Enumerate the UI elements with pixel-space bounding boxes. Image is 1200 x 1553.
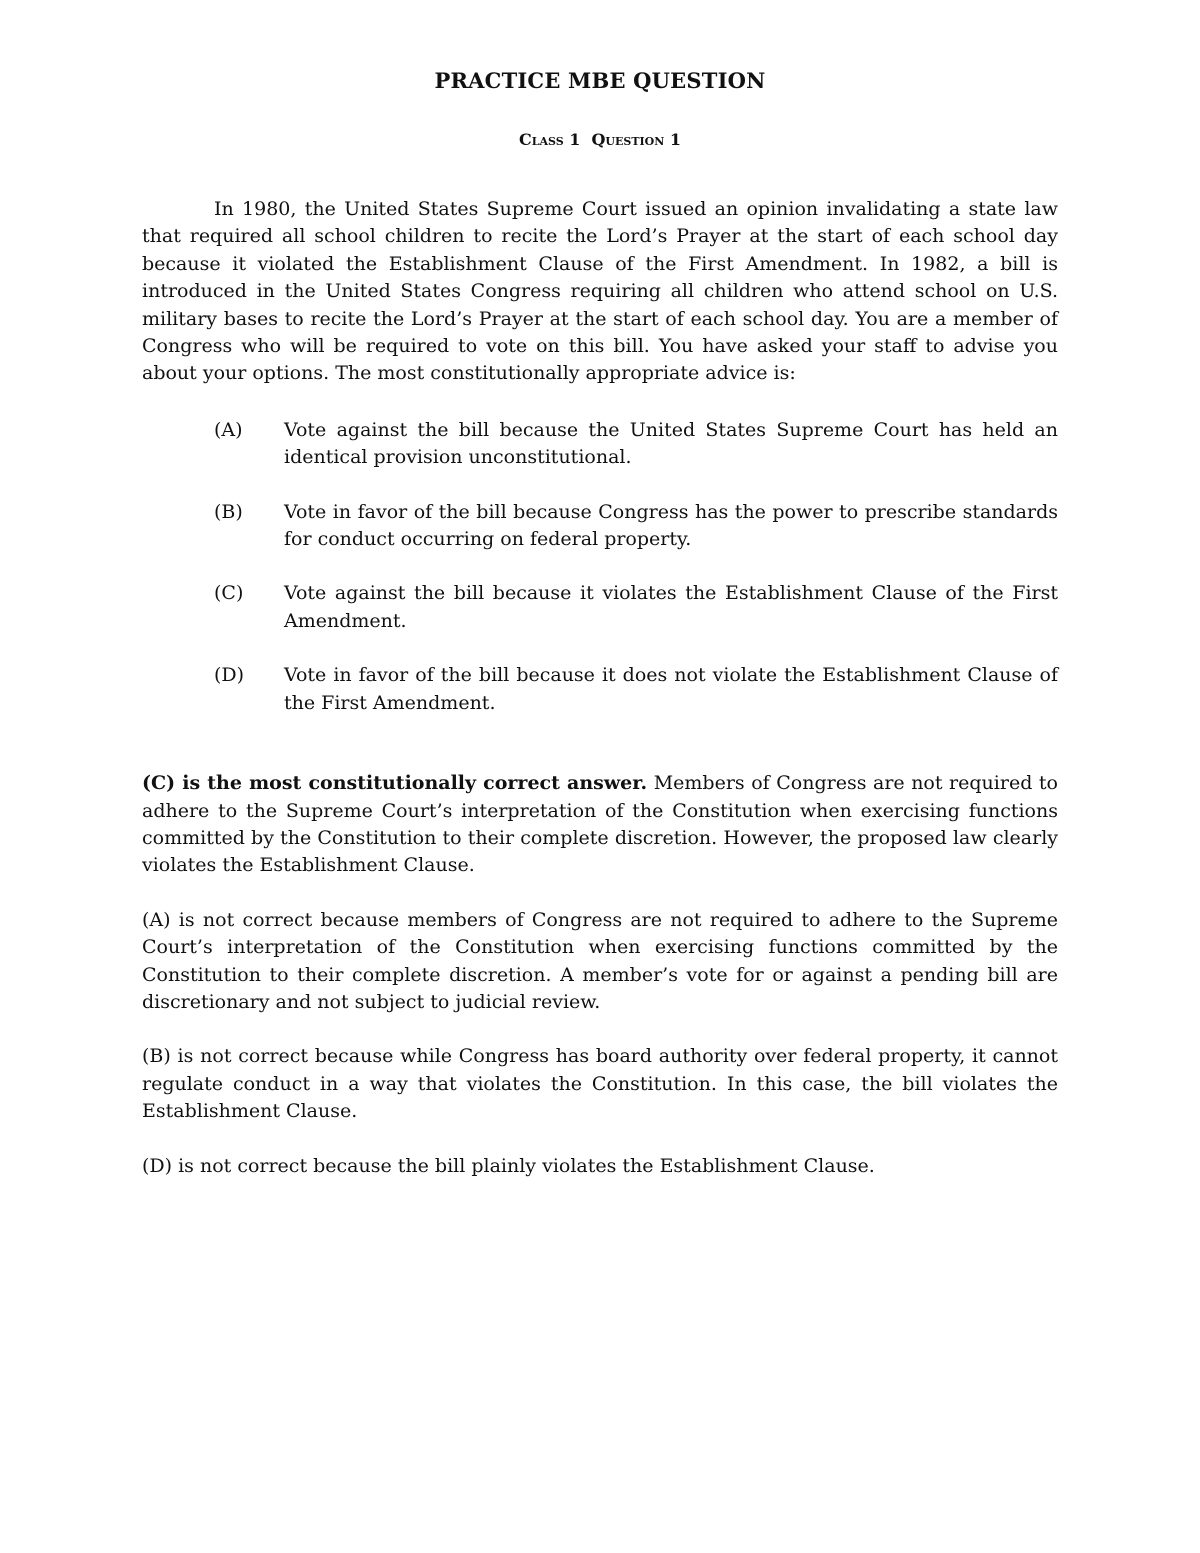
choice-letter: (B) — [214, 500, 243, 523]
page-title: PRACTICE MBE QUESTION — [434, 68, 766, 93]
choice-c — [142, 580, 1058, 635]
class-question-subtitle — [142, 126, 1058, 154]
choice-text: Vote against the bill because the United States Supreme Court has held an identical provision unconstitutional. — [284, 418, 1058, 469]
explanation-d: (D) is not correct because the bill plainly violates the Establishment Clause. — [142, 1154, 875, 1177]
document-content — [142, 66, 1058, 1180]
choice-letter: (D) — [214, 664, 245, 687]
subtitle-class: Class 1 — [518, 130, 581, 149]
choice-text: Vote in favor of the bill because it does not violate the Establishment Clause of the First Amendment. — [284, 664, 1058, 714]
answer-choices — [142, 417, 1058, 717]
choice-text: Vote in favor of the bill because Congress has the power to prescribe standards for conduct occurring on federal property. — [284, 500, 1058, 551]
choice-letter: (C) — [214, 582, 244, 605]
correct-answer-paragraph — [142, 770, 1058, 880]
subtitle-question: Question 1 — [591, 130, 682, 149]
explanation-a: (A) is not correct because members of Congress are not required to adhere to the Supreme Court’s interpretation of the Constitution when exercising functions committed by the Constitution to their complete discretion. A member’s vote for or against a pending bill are discretionary and not subject to judicial review. — [142, 908, 1058, 1013]
choice-text: Vote against the bill because it violates the Establishment Clause of the First Amendment. — [284, 582, 1058, 632]
choice-b — [142, 499, 1058, 554]
correct-answer-lead: (C) is the most constitutionally correct answer. — [142, 772, 648, 795]
correct-answer-body: Members of Congress are not required to adhere to the Supreme Court’s interpretation of the Constitution when exercising functions committed by the Constitution to their complete discretion. However, the proposed law clearly violates the Establishment Clause. — [142, 772, 1058, 877]
choice-letter: (A) — [214, 418, 243, 441]
question-stem: In 1980, the United States Supreme Court issued an opinion invalidating a state law that required all school children to recite the Lord’s Prayer at the start of each school day because it violated the Establishment Clause of the First Amendment. In 1982, a bill is introduced in the United States Congress requiring all children who attend school on U.S. military bases to recite the Lord’s Prayer at the start of each school day. You are a member of Congress who will be required to vote on this bill. You have asked your staff to advise you about your options. The most constitutionally appropriate advice is: — [142, 198, 1058, 385]
explanation-b: (B) is not correct because while Congress has board authority over federal property, it cannot regulate conduct in a way that violates the Constitution. In this case, the bill violates the Establishment Clause. — [142, 1045, 1058, 1123]
choice-a — [142, 417, 1058, 472]
choice-d — [142, 662, 1058, 717]
